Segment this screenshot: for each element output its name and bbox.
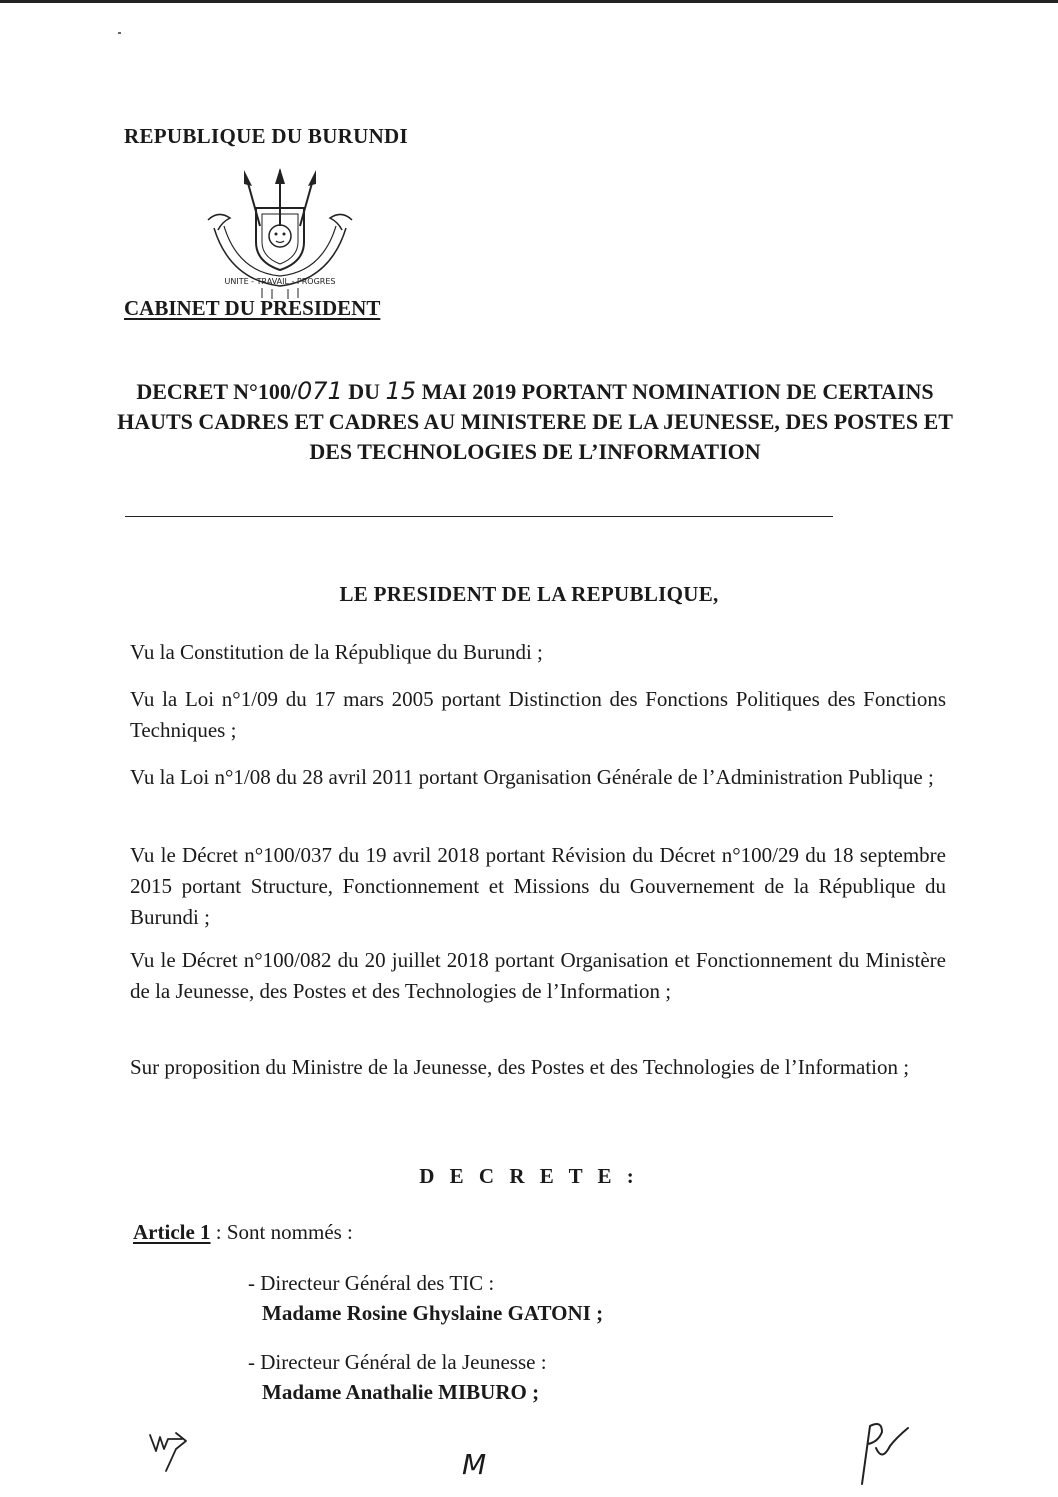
page-mark: M	[462, 1448, 487, 1481]
burundi-coat-of-arms-icon	[200, 168, 360, 300]
republic-heading: REPUBLIQUE DU BURUNDI	[124, 124, 408, 148]
handwritten-decree-number: 071	[296, 377, 343, 405]
decrete-heading: D E C R E T E :	[419, 1164, 639, 1188]
emblem-motto: UNITE - TRAVAIL - PROGRES	[224, 277, 336, 286]
title-part1: DECRET N°100/	[136, 379, 297, 404]
preamble-paragraph: Vu la Loi n°1/08 du 28 avril 2011 portant Organisation Générale de l’Administration Publique ;	[130, 765, 934, 789]
title-part3: MAI 2019 PORTANT NOMINATION DE CERTAINS HAUTS CADRES ET CADRES AU MINISTERE DE LA JEUNESSE, DES POSTES ET DES TECHNOLOGIES DE L’INFORMATION	[117, 379, 953, 464]
initials-signature-right-icon	[852, 1418, 922, 1488]
article-label: Article 1	[133, 1220, 211, 1244]
article-1	[133, 1220, 353, 1245]
appointee-name: Madame Rosine Ghyslaine GATONI ;	[262, 1301, 604, 1325]
title-divider	[125, 516, 833, 517]
appointment-item	[248, 1347, 547, 1407]
president-heading: LE PRESIDENT DE LA REPUBLIQUE,	[339, 582, 719, 606]
article-intro: : Sont nommés :	[210, 1220, 353, 1244]
preamble-paragraph: Vu la Loi n°1/09 du 17 mars 2005 portant Distinction des Fonctions Politiques des Fonctions Techniques ;	[130, 687, 946, 742]
handwritten-day: 15	[385, 377, 417, 405]
title-part2: DU	[342, 379, 386, 404]
appointment-position: - Directeur Général de la Jeunesse :	[248, 1350, 547, 1374]
preamble-paragraph: Vu la Constitution de la République du Burundi ;	[130, 640, 543, 664]
cabinet-heading: CABINET DU PRESIDENT	[124, 296, 381, 320]
decree-title	[110, 376, 960, 467]
scan-top-edge	[0, 0, 1058, 3]
preamble-paragraph: Vu le Décret n°100/037 du 19 avril 2018 portant Révision du Décret n°100/29 du 18 septembre 2015 portant Structure, Fonctionnement et Missions du Gouvernement de la République du Burundi ;	[130, 843, 946, 929]
appointee-name: Madame Anathalie MIBURO ;	[262, 1380, 540, 1404]
appointment-item	[248, 1268, 603, 1328]
initials-signature-left-icon	[146, 1425, 206, 1475]
scan-speck	[118, 32, 121, 34]
appointment-position: - Directeur Général des TIC :	[248, 1271, 495, 1295]
preamble-paragraph: Vu le Décret n°100/082 du 20 juillet 2018 portant Organisation et Fonctionnement du Ministère de la Jeunesse, des Postes et des Technologies de l’Information ;	[130, 948, 946, 1003]
preamble-paragraph: Sur proposition du Ministre de la Jeunesse, des Postes et des Technologies de l’Information ;	[130, 1055, 910, 1079]
